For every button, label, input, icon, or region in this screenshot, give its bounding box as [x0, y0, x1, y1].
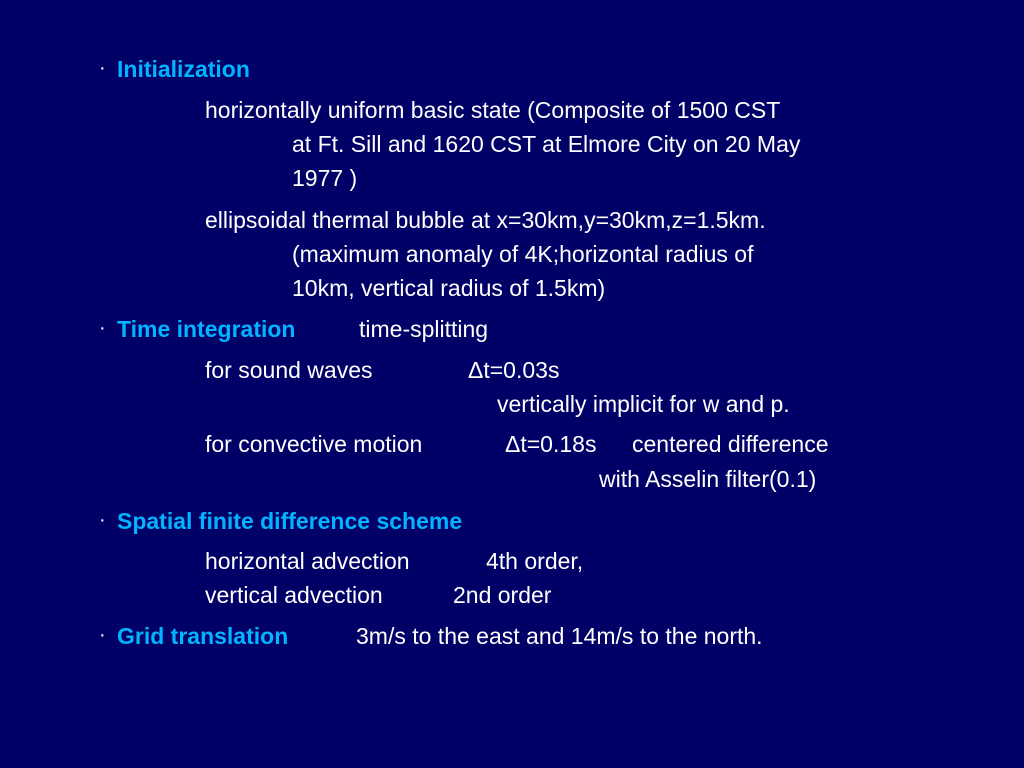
bullet-icon: ·: [99, 509, 106, 531]
convective-motion-scheme: centered difference: [632, 431, 829, 457]
basic-state-line-2: at Ft. Sill and 1620 CST at Elmore City on 20 May: [292, 131, 801, 157]
bullet-icon: ·: [99, 317, 106, 339]
thermal-bubble-line-3: 10km, vertical radius of 1.5km): [292, 275, 606, 301]
time-integration-heading: Time integration: [117, 316, 296, 342]
convective-motion-note: with Asselin filter(0.1): [599, 466, 817, 492]
thermal-bubble-line-1: ellipsoidal thermal bubble at x=30km,y=30km,z=1.5km.: [205, 207, 766, 233]
sound-waves-label: for sound waves: [205, 357, 373, 383]
horizontal-advection-label: horizontal advection: [205, 548, 410, 574]
horizontal-advection-order: 4th order,: [486, 548, 584, 574]
vertical-advection-label: vertical advection: [205, 582, 383, 608]
basic-state-line-3: 1977 ): [292, 165, 358, 191]
thermal-bubble-line-2: (maximum anomaly of 4K;horizontal radius of: [292, 241, 754, 267]
bullet-icon: ·: [99, 624, 106, 646]
grid-translation-value: 3m/s to the east and 14m/s to the north.: [356, 623, 763, 649]
sound-waves-dt: Δt=0.03s: [468, 357, 560, 383]
convective-motion-label: for convective motion: [205, 431, 423, 457]
convective-motion-dt: Δt=0.18s: [505, 431, 597, 457]
initialization-heading: Initialization: [117, 56, 250, 82]
time-integration-method: time-splitting: [359, 316, 489, 342]
bullet-icon: ·: [99, 57, 106, 79]
spatial-scheme-heading: Spatial finite difference scheme: [117, 508, 463, 534]
basic-state-line-1: horizontally uniform basic state (Composite of 1500 CST: [205, 97, 781, 123]
grid-translation-heading: Grid translation: [117, 623, 289, 649]
sound-waves-note: vertically implicit for w and p.: [497, 391, 790, 417]
vertical-advection-order: 2nd order: [453, 582, 552, 608]
